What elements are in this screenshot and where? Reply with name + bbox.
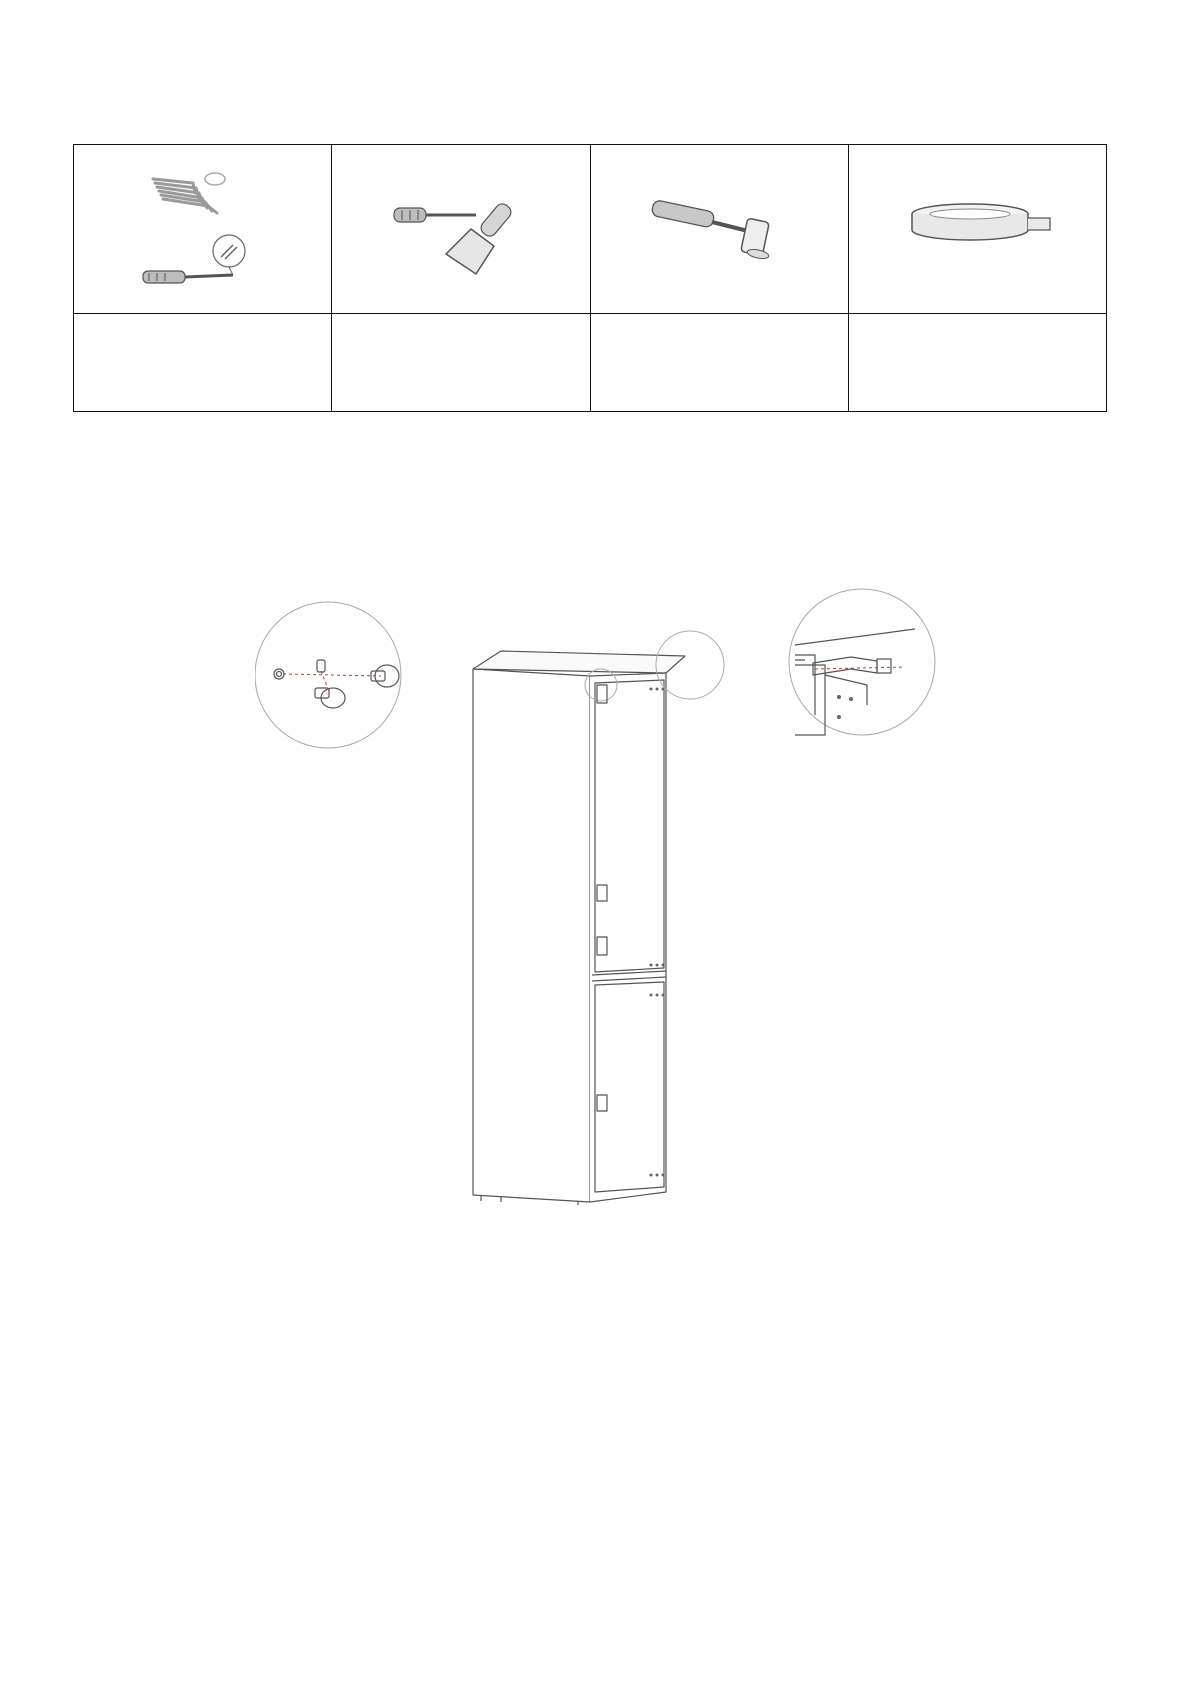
built-in-fridge-door-hinge-assembly-diagram <box>255 585 945 1205</box>
tool-cell-4 <box>848 145 1106 314</box>
fridge-assembly-figure <box>255 585 945 1205</box>
adhesive-tape-icon <box>892 174 1062 284</box>
tool-cell-2 <box>332 145 590 314</box>
tool-label-3 <box>590 314 848 412</box>
tools-label-row <box>74 314 1107 412</box>
tool-label-4 <box>848 314 1106 412</box>
tool-cell-1 <box>74 145 332 314</box>
tool-label-1 <box>74 314 332 412</box>
tool-cell-3 <box>590 145 848 314</box>
screwdriver-and-scraper-icon <box>376 174 546 284</box>
tool-label-2 <box>332 314 590 412</box>
tools-icon-row <box>74 145 1107 314</box>
mallet-icon <box>634 174 804 284</box>
tools-table <box>73 144 1107 412</box>
hex-keys-and-screwdriver-icon <box>133 159 273 299</box>
